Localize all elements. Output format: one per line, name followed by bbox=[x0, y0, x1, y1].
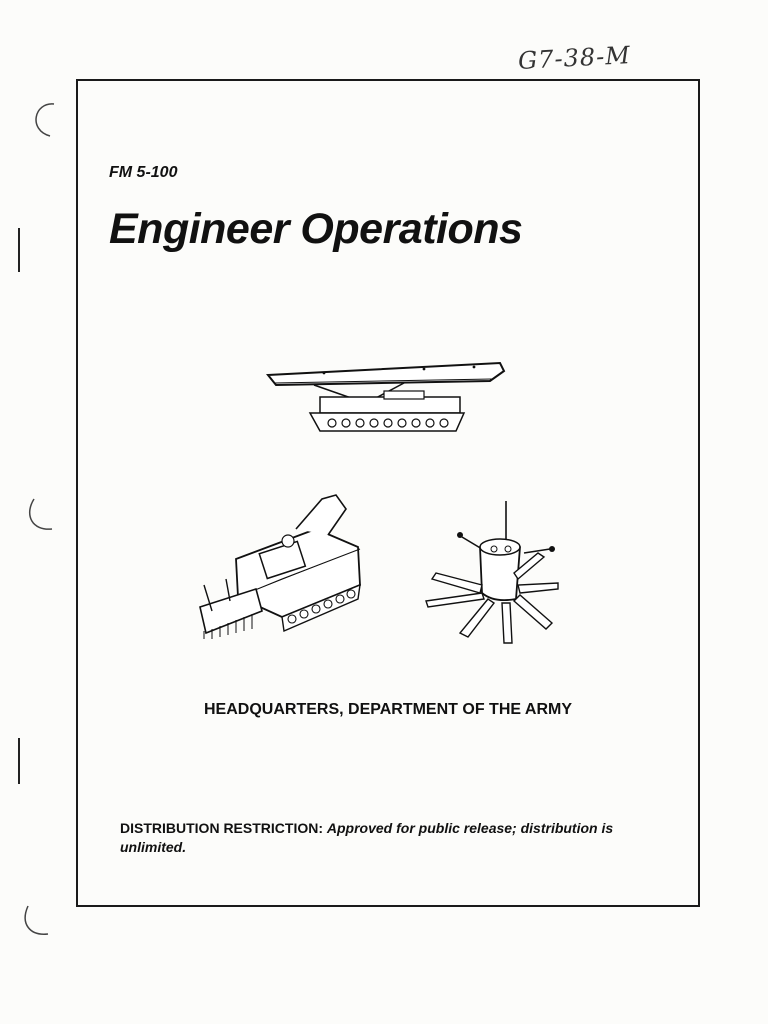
fm-number: FM 5-100 bbox=[109, 164, 178, 181]
binder-hole-icon bbox=[26, 100, 60, 140]
binder-hole-icon bbox=[18, 902, 52, 942]
cover-frame bbox=[76, 79, 700, 907]
headquarters-line: HEADQUARTERS, DEPARTMENT OF THE ARMY bbox=[204, 701, 572, 718]
binder-hole-icon bbox=[22, 495, 56, 535]
scan-mark bbox=[18, 738, 20, 784]
combat-engineer-vehicle-icon bbox=[196, 489, 368, 641]
document-title: Engineer Operations bbox=[109, 205, 523, 253]
scatterable-mine-icon bbox=[422, 497, 562, 645]
bridge-launcher-vehicle-icon bbox=[264, 353, 508, 443]
scan-mark bbox=[18, 228, 20, 272]
distribution-restriction bbox=[120, 819, 660, 857]
handwritten-annotation: G7-38-M bbox=[517, 41, 632, 75]
distribution-text: Approved for public release; distribution is unlimited. bbox=[120, 820, 614, 855]
distribution-label: DISTRIBUTION RESTRICTION: bbox=[120, 820, 323, 836]
